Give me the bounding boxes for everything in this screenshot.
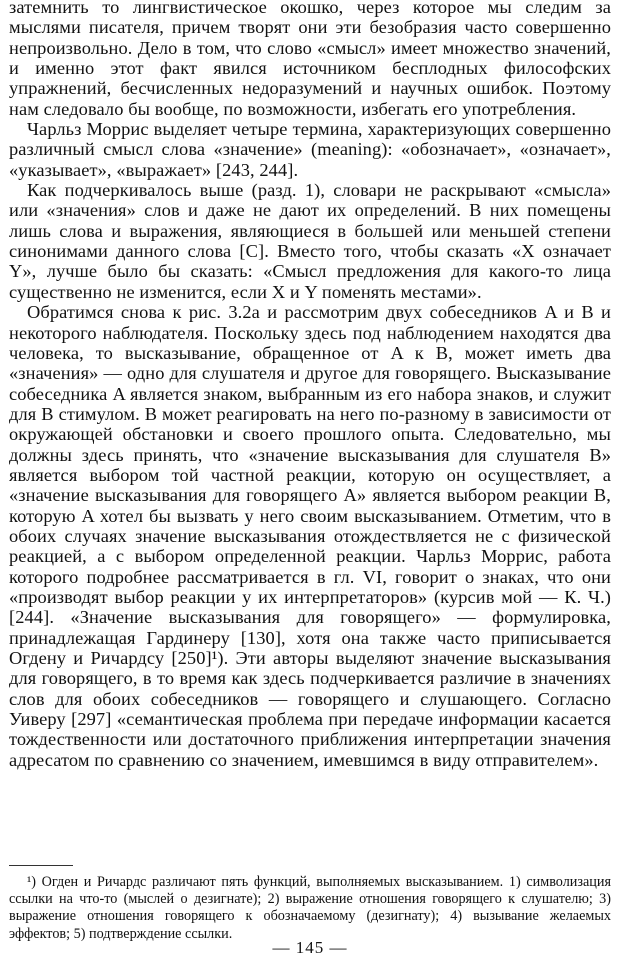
paragraph: Обратимся снова к рис. 3.2а и рассмотрим двух собеседников A и B и некоторого наблюдателя. Поскольку здесь под наблюдением находятся два человека, то высказывание, обращенное от A к B, может иметь два «значения» — одно для слушателя и другое для говорящего. Высказывание собеседника A является знаком, выбранным из его набора знаков, и служит для B стимулом. B может реагировать на него по-разному в зависимости от окружающей обстановки и своего прошлого опыта. Следовательно, мы должны здесь принять, что «значение высказывания для слушателя B» является выбором той частной реакции, которую он осуществляет, а «значение высказывания для говорящего A» является выбором реакции B, которую A хотел бы вызвать у него своим высказыванием. Отметим, что в обоих случаях значение высказывания отождествляется не с физической реакцией, а с выбором определенной реакции. Чарльз Моррис, работа которого подробнее рассматривается в гл. VI, говорит о знаках, что они «производят выбор реакции у их интерпретаторов» (курсив мой — К. Ч.) [244]. «Значение высказывания для говорящего» — формулировка, принадлежащая Гардинеру [130], хотя она также часто приписывается Огдену и Ричардсу [250]¹). Эти авторы выделяют значение высказывания для говорящего, в то время как здесь подчеркивается различие в значениях слов для обоих собеседников — говорящего и слушающего. Согласно Уиверу [297] «семантическая проблема при передаче информации касается тождественности или достаточного приближения интерпретации значения адресатом по сравнению со значением, имевшимся в виду отправителем». bbox=[9, 302, 611, 770]
paragraph: Чарльз Моррис выделяет четыре термина, характеризующих совершенно различный смысл слова «значение» (meaning): «обозначает», «означает», «указывает», «выражает» [243, 244]. bbox=[9, 119, 611, 180]
footnote-text: ¹) Огден и Ричардс различают пять функций, выполняемых высказыванием. 1) символизация ссылки на что-то (мыслей о дезигнате); 2) выражение отношения говорящего к слушателю; 3) выражение отношения говорящего к обозначаемому (дезигнату); 4) вызывание желаемых эффектов; 5) подтверждение ссылки. bbox=[9, 874, 611, 942]
paragraph: Как подчеркивалось выше (разд. 1), словари не раскрывают «смысла» или «значения» слов и даже не дают их определений. В них помещены лишь слова и выражения, являющиеся в большей или меньшей степени синонимами данного слова [С]. Вместо того, чтобы сказать «X означает Y», лучше было бы сказать: «Смысл предложения для какого-то лица существенно не изменится, если X и Y поменять местами». bbox=[9, 180, 611, 302]
footnote-divider bbox=[9, 865, 73, 866]
footnote bbox=[9, 874, 611, 943]
main-text bbox=[9, 0, 611, 770]
paragraph: затемнить то лингвистическое окошко, через которое мы следим за мыслями писателя, причем творят они эти безобразия часто совершенно непроизвольно. Дело в том, что слово «смысл» имеет множество значений, и именно этот факт явился источником бесплодных философских упражнений, бесчисленных недоразумений и научных ошибок. Поэтому нам следовало бы вообще, по возможности, избегать его употребления. bbox=[9, 0, 611, 119]
page-number: — 145 — bbox=[272, 938, 348, 957]
